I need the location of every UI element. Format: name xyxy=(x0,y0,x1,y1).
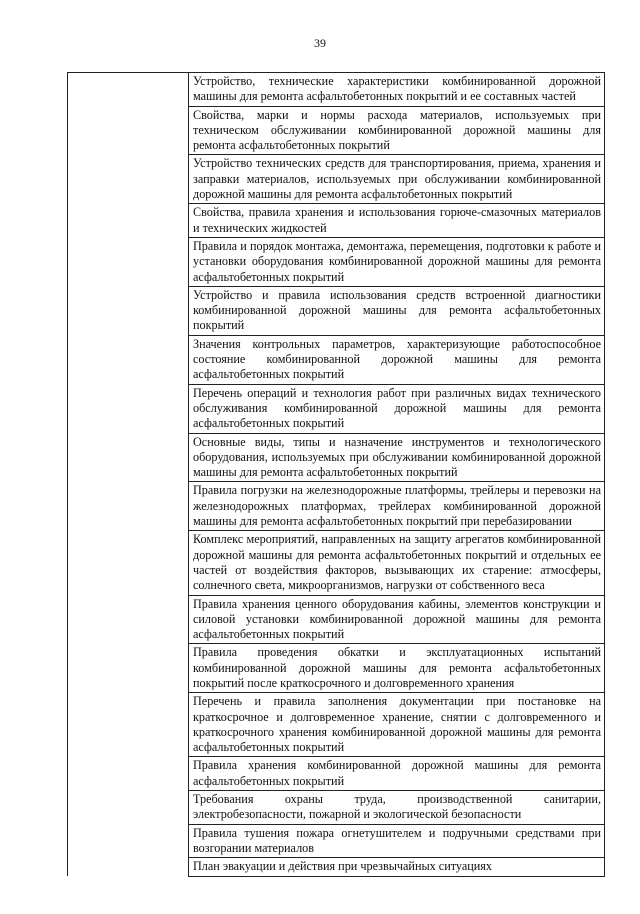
knowledge-item: Комплекс мероприятий, направленных на защиту агрегатов комбинированной дорожной машины для ремонта асфальтобетонных покрытий и отдельных ее частей от воздействия факторов, вызывающих их старение: атмосферы, солнечного света, микроорганизмов, нагрузки от собственного веса xyxy=(189,531,605,595)
knowledge-item: Свойства, марки и нормы расхода материалов, используемых при техническом обслуживании комбинированной дорожной машины для ремонта асфальтобетонных покрытий xyxy=(189,106,605,155)
knowledge-item: Правила и порядок монтажа, демонтажа, перемещения, подготовки к работе и установки оборудования комбинированной дорожной машины для ремонта асфальтобетонных покрытий xyxy=(189,237,605,286)
knowledge-item: Свойства, правила хранения и использования горюче-смазочных материалов и технических жидкостей xyxy=(189,204,605,238)
knowledge-item: Правила проведения обкатки и эксплуатационных испытаний комбинированной дорожной машины для ремонта асфальтобетонных покрытий после краткосрочного и долговременного хранения xyxy=(189,644,605,693)
page-number: 39 xyxy=(314,36,326,50)
knowledge-item: Требования охраны труда, производственной санитарии, электробезопасности, пожарной и экологической безопасности xyxy=(189,791,605,825)
table-row xyxy=(68,73,605,107)
knowledge-item: Перечень и правила заполнения документации при постановке на краткосрочное и долговременное хранение, снятии с долговременного и краткосрочного хранения комбинированной дорожной машины для ремонта асфальтобетонных покрытий xyxy=(189,693,605,757)
label-cell xyxy=(68,73,189,877)
knowledge-item: Правила тушения пожара огнетушителем и подручными средствами при возгорании материалов xyxy=(189,824,605,858)
table-body xyxy=(68,73,605,877)
knowledge-item: Устройство и правила использования средств встроенной диагностики комбинированной дорожной машины для ремонта асфальтобетонных покрытий xyxy=(189,286,605,335)
knowledge-item: Правила хранения комбинированной дорожной машины для ремонта асфальтобетонных покрытий xyxy=(189,757,605,791)
knowledge-table xyxy=(67,72,605,877)
knowledge-item: Правила хранения ценного оборудования кабины, элементов конструкции и силовой установки комбинированной дорожной машины для ремонта асфальтобетонных покрытий xyxy=(189,595,605,644)
knowledge-item: План эвакуации и действия при чрезвычайных ситуациях xyxy=(189,858,605,876)
knowledge-item: Правила погрузки на железнодорожные платформы, трейлеры и перевозки на железнодорожных платформах, трейлерах комбинированной дорожной машины для ремонта асфальтобетонных покрытий при перебазировании xyxy=(189,482,605,531)
knowledge-item: Устройство технических средств для транспортирования, приема, хранения и заправки материалов, используемых при обслуживании комбинированной дорожной машины для ремонта асфальтобетонных покрытий xyxy=(189,155,605,204)
knowledge-item: Перечень операций и технология работ при различных видах технического обслуживания комбинированной дорожной машины для ремонта асфальтобетонных покрытий xyxy=(189,384,605,433)
knowledge-item: Основные виды, типы и назначение инструментов и технологического оборудования, используемых при обслуживании комбинированной дорожной машины для ремонта асфальтобетонных покрытий xyxy=(189,433,605,482)
knowledge-item: Значения контрольных параметров, характеризующие работоспособное состояние комбинированной дорожной машины для ремонта асфальтобетонных покрытий xyxy=(189,335,605,384)
knowledge-item: Устройство, технические характеристики комбинированной дорожной машины для ремонта асфальтобетонных покрытий и ее составных частей xyxy=(189,73,605,107)
